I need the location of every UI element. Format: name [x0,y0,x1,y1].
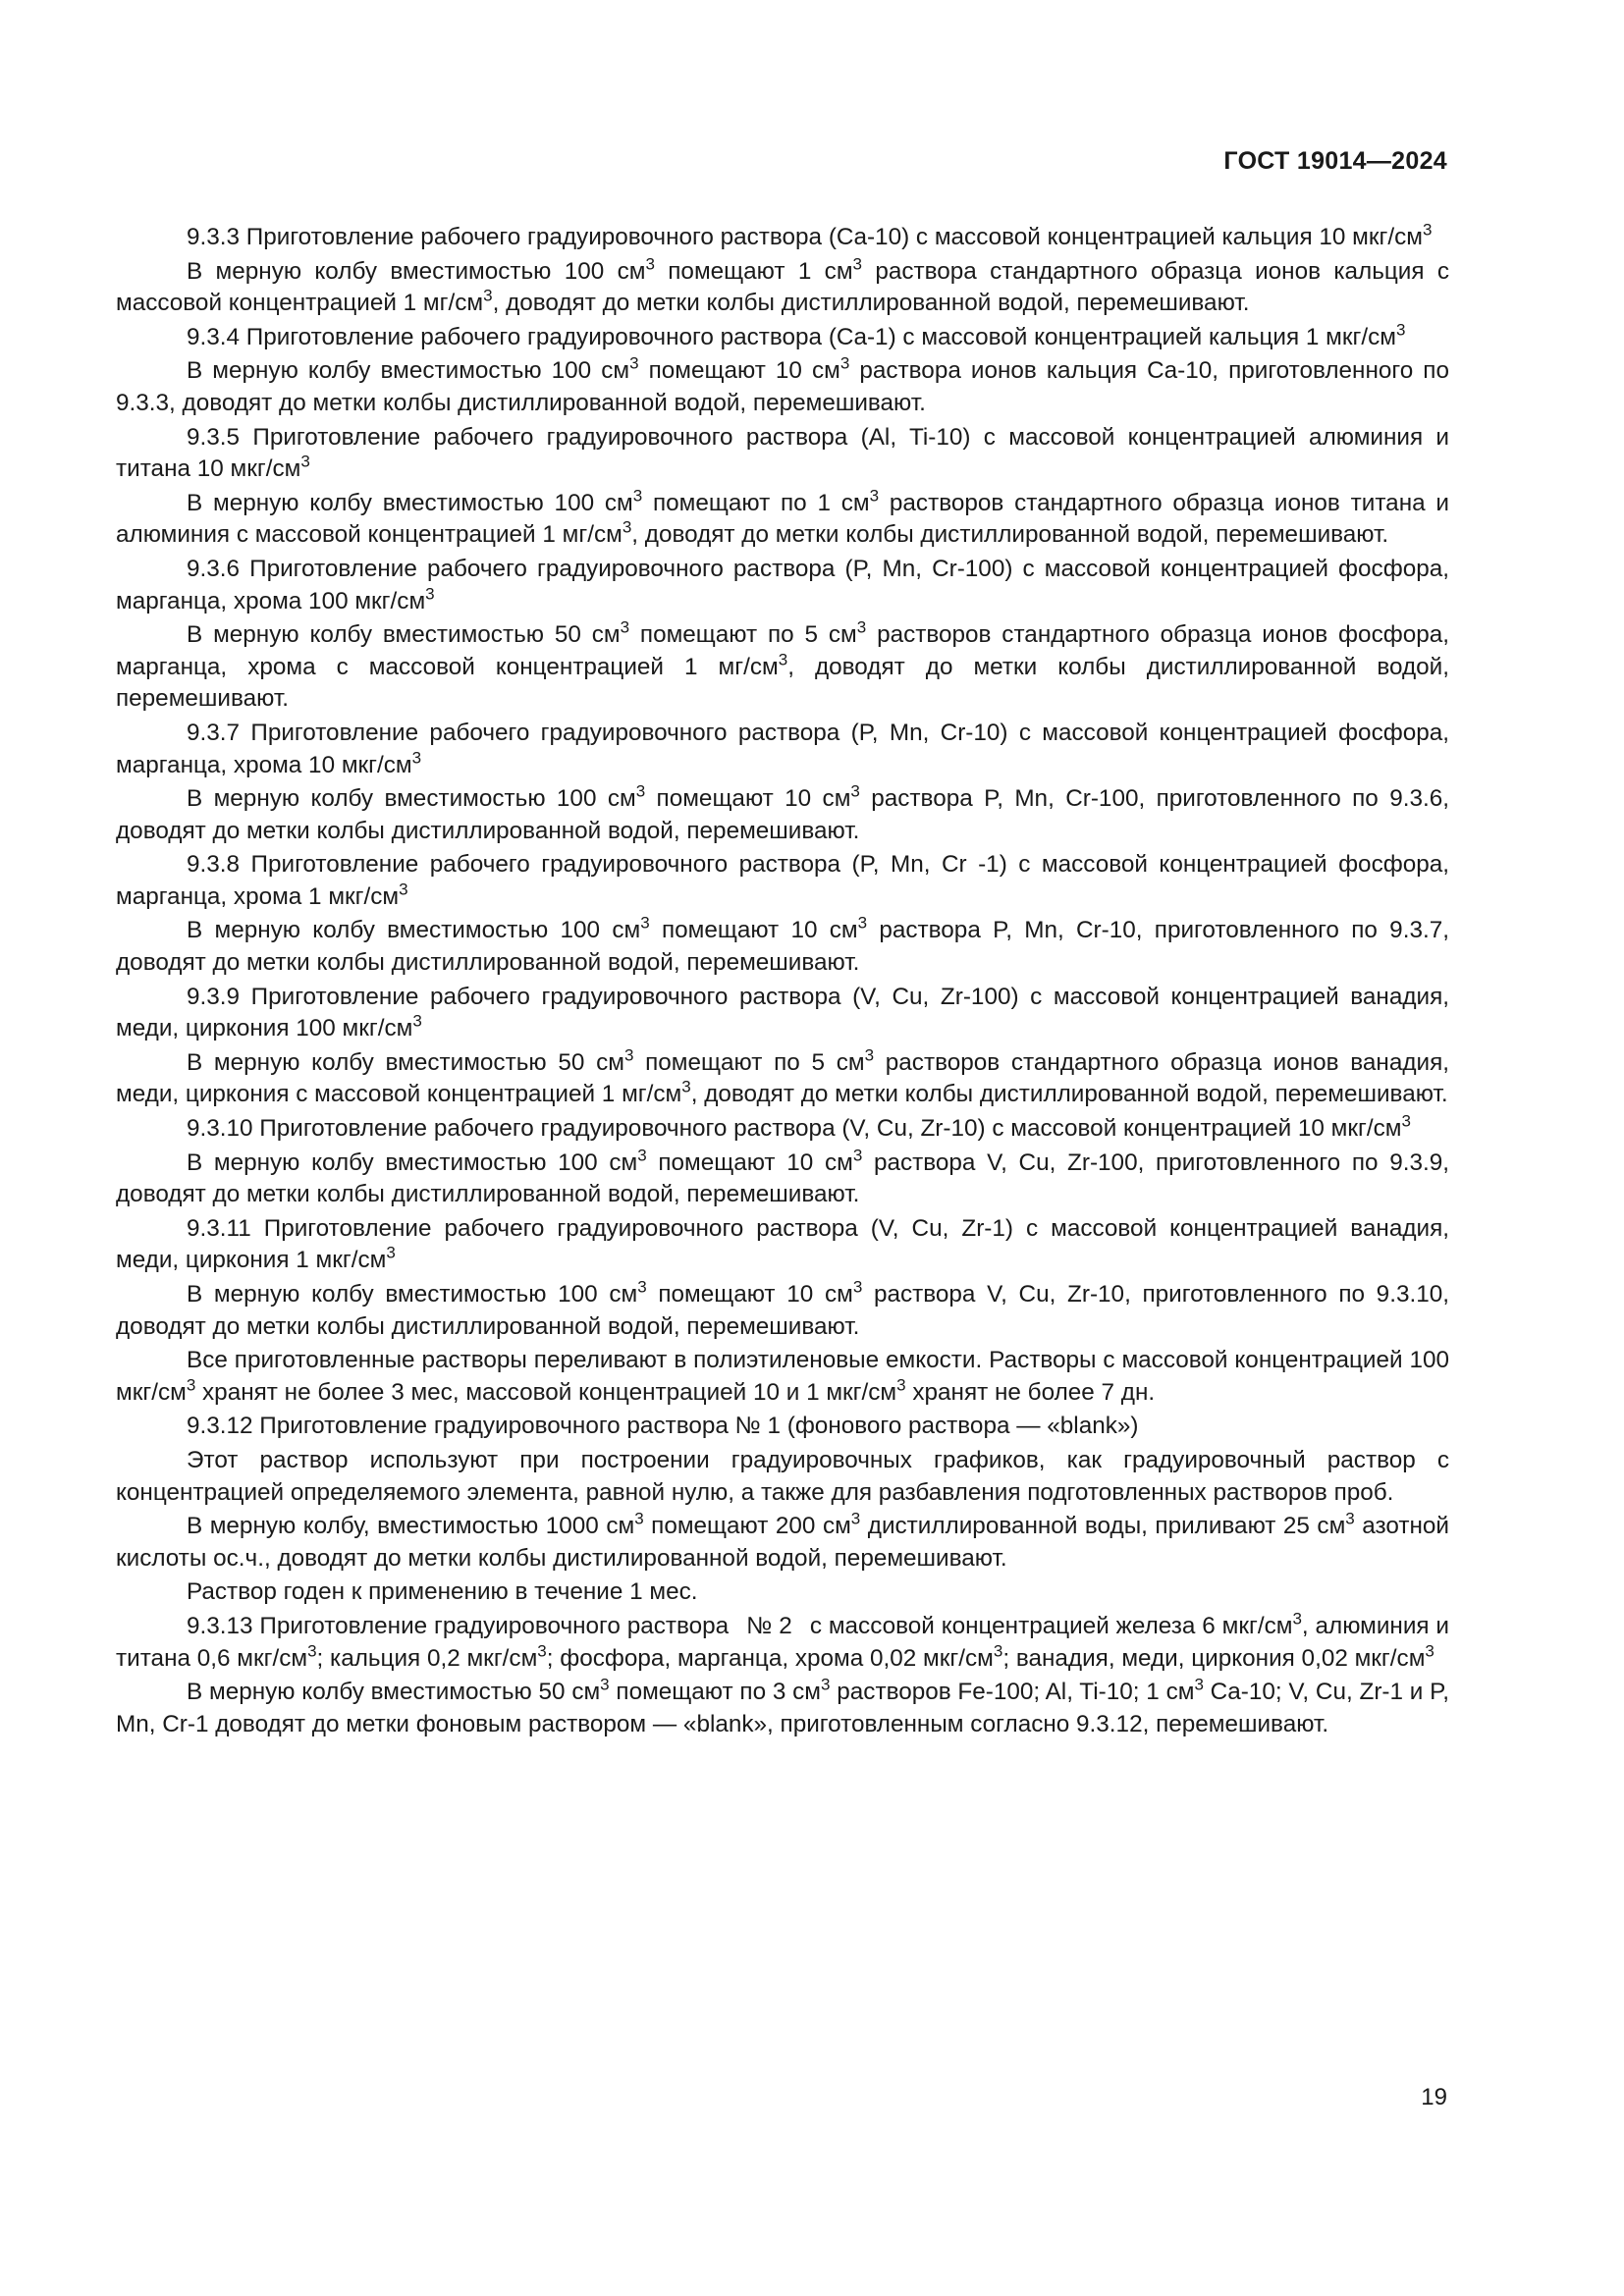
section-9-3-6-heading: 9.3.6 Приготовление рабочего градуировочного раствора (P, Mn, Cr-100) с массовой концентрацией фосфора, марганца, хрома 100 мкг/$см^3$ [116,555,1449,614]
section-9-3-9-body: В мерную колбу вместимостью 50 $см^3$ помещают по 5 $см^3$ растворов стандартного образца ионов ванадия, меди, циркония с массовой концентрацией 1 $мг/см^3$, доводят до метки колбы дистиллированной водой, перемешивают. [116,1045,1449,1108]
section-9-3-12-usage: Этот раствор используют при построении градуировочных графиков, как градуировочный раствор с концентрацией определяемого элемента, равной нулю, а также для разбавления подготовленных растворов проб. [116,1446,1449,1506]
section-9-3-4-heading: 9.3.4 Приготовление рабочего градуировочного раствора (Ca-1) с массовой концентрацией кальция 1 мкг/$см^3$ [187,320,1406,350]
document-header: ГОСТ 19014—2024 [1223,147,1447,175]
section-9-3-8-body: В мерную колбу вместимостью 100 $см^3$ помещают 10 $см^3$ раствора P, Mn, Cr-10, приготовленного по 9.3.7, доводят до метки колбы дистиллированной водой, перемешивают. [116,914,1449,977]
section-9-3-13-heading: 9.3.13 Приготовление градуировочного раствора № 2 с массовой концентрацией железа 6 мкг/$см^3$, алюминия и титана 0,6 мкг/$см^3$; кальция 0,2 мкг/$см^3$; фосфора, марганца, хрома 0,02 мкг/$см^3$; ванадия, меди, циркония 0,02 мкг/$см^3$ [116,1609,1450,1672]
section-9-3-3-heading: 9.3.3 Приготовление рабочего градуировочного раствора (Ca-10) с массовой концентрацией кальция 10 мкг/$см^3$ [187,220,1433,250]
section-9-3-10-heading: 9.3.10 Приготовление рабочего градуировочного раствора (V, Cu, Zr-10) с массовой концентрацией 10 мкг/$см^3$ [187,1111,1411,1143]
section-9-3-11-body: В мерную колбу вместимостью 100 $см^3$ помещают 10 $см^3$ раствора V, Cu, Zr-10, приготовленного по 9.3.10, доводят до метки колбы дистиллированной водой, перемешивают. [116,1277,1449,1340]
page-number: 19 [1421,2084,1447,2110]
section-9-3-10-body: В мерную колбу вместимостью 100 $см^3$ помещают 10 $см^3$ раствора V, Cu, Zr-100, приготовленного по 9.3.9, доводят до метки колбы дистиллированной водой, перемешивают. [116,1146,1449,1208]
section-9-3-11-heading: 9.3.11 Приготовление рабочего градуировочного раствора (V, Cu, Zr-1) с массовой концентрацией ванадия, меди, циркония 1 мкг/$см^3$ [116,1214,1449,1274]
section-9-3-6-body: В мерную колбу вместимостью 50 $см^3$ помещают по 5 $см^3$ растворов стандартного образца ионов фосфора, марганца, хрома с массовой концентрацией 1 $мг/см^3$, доводят до метки колбы дистиллированной водой, перемешивают. [116,617,1449,713]
storage-paragraph: Все приготовленные растворы переливают в полиэтиленовые емкости. Растворы с массовой концентрацией 100 мкг/$см^3$ хранят не более 3 мес, массовой концентрацией 10 и 1 мкг/$см^3$ хранят не более 7 дн. [116,1347,1449,1406]
section-9-3-12-heading: 9.3.12 Приготовление градуировочного раствора № 1 (фонового раствора — «blank») [187,1413,1139,1440]
section-9-3-7-heading: 9.3.7 Приготовление рабочего градуировочного раствора (P, Mn, Cr-10) с массовой концентрацией фосфора, марганца, хрома 10 мкг/$см^3$ [116,719,1449,778]
body-text [116,222,1449,1740]
section-9-3-5-body: В мерную колбу вместимостью 100 $см^3$ помещают по 1 $см^3$ растворов стандартного образца ионов титана и алюминия с массовой концентрацией 1 $мг/см^3$, доводят до метки колбы дистиллированной водой, перемешивают. [116,486,1449,549]
section-9-3-8-heading: 9.3.8 Приготовление рабочего градуировочного раствора (P, Mn, Cr -1) с массовой концентрацией фосфора, марганца, хрома 1 мкг/$см^3$ [116,851,1449,910]
section-9-3-3-body: В мерную колбу вместимостью 100 $см^3$ помещают 1 $см^3$ раствора стандартного образца ионов кальция с массовой концентрацией 1 $мг/см^3$, доводят до метки колбы дистиллированной водой, перемешивают. [116,254,1449,317]
section-9-3-9-heading: 9.3.9 Приготовление рабочего градуировочного раствора (V, Cu, Zr-100) с массовой концентрацией ванадия, меди, циркония 100 мкг/$см^3$ [116,983,1449,1042]
section-9-3-12-body: В мерную колбу, вместимостью 1000 $см^3$ помещают 200 $см^3$ дистиллированной воды, приливают 25 $см^3$ азотной кислоты ос.ч., доводят до метки колбы дистилированной водой, перемешивают. [116,1509,1449,1572]
section-9-3-7-body: В мерную колбу вместимостью 100 $см^3$ помещают 10 $см^3$ раствора P, Mn, Cr-100, приготовленного по 9.3.6, доводят до метки колбы дистиллированной водой, перемешивают. [116,781,1449,844]
section-9-3-4-body: В мерную колбу вместимостью 100 $см^3$ помещают 10 $см^3$ раствора ионов кальция Ca-10, приготовленного по 9.3.3, доводят до метки колбы дистиллированной водой, перемешивают. [116,354,1449,416]
section-9-3-12-shelf-life: Раствор годен к применению в течение 1 мес. [187,1578,698,1606]
section-9-3-13-body: В мерную колбу вместимостью 50 $см^3$ помещают по 3 $см^3$ растворов Fe-100; Al, Ti-10; 1 $см^3$ Ca-10; V, Cu, Zr-1 и P, Mn, Cr-1 доводят до метки фоновым раствором — «blank», приготовленным согласно 9.3.12, перемешивают. [116,1675,1449,1737]
section-9-3-5-heading: 9.3.5 Приготовление рабочего градуировочного раствора (Al, Ti-10) с массовой концентрацией алюминия и титана 10 мкг/$см^3$ [116,423,1449,483]
